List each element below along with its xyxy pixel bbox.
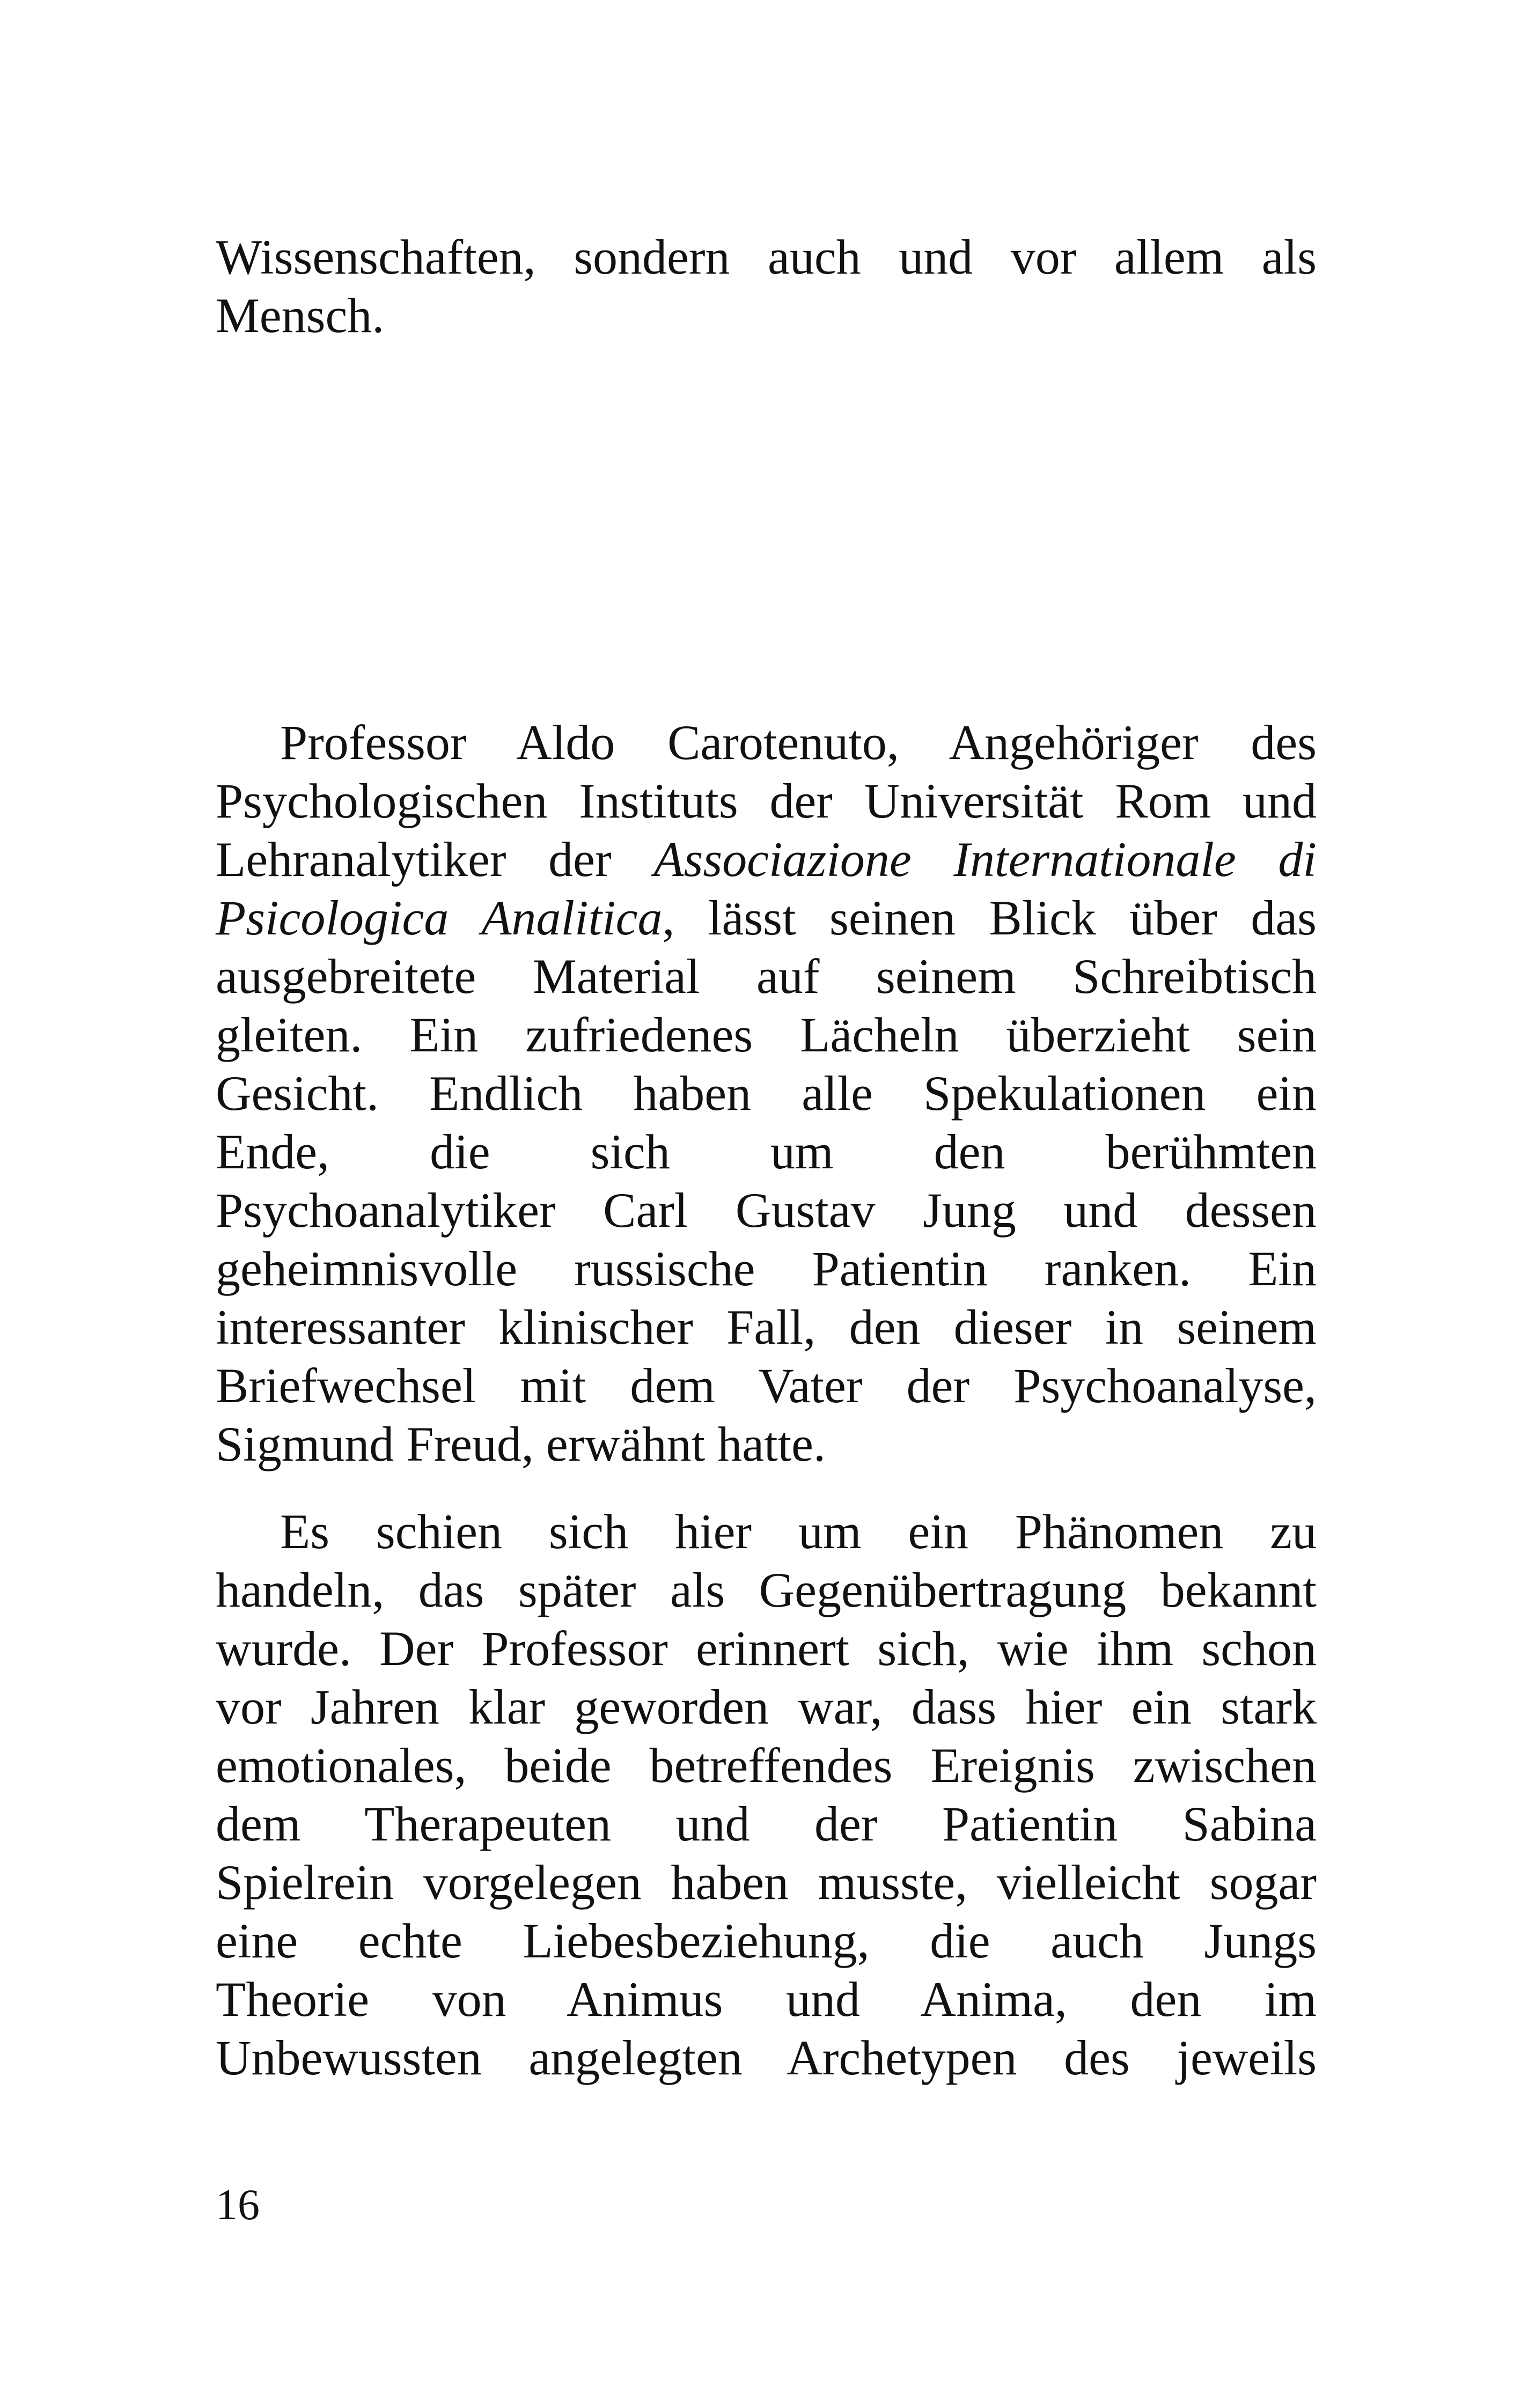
text-line: eine echte Liebesbeziehung, die auch Jungs [216, 1913, 1317, 1968]
text-fragment: , lässt seinen Blick über das [662, 890, 1317, 945]
text-line: Sigmund Freud, erwähnt hatte. [216, 1417, 826, 1471]
text-line: Ende, die sich um den berühmten [216, 1124, 1317, 1179]
paragraph-continuation [216, 228, 1317, 345]
italic-association-name: Associazione Internationale di [653, 832, 1317, 887]
text-line: geheimnisvolle russische Patientin ranken. Ein [216, 1241, 1317, 1296]
text-line: Psychoanalytiker Carl Gustav Jung und dessen [216, 1183, 1317, 1238]
text-line: Psychologischen Instituts der Universität Rom und [216, 774, 1317, 828]
text-fragment: Lehranalytiker der [216, 832, 654, 887]
text-line: gleiten. Ein zufriedenes Lächeln überzieht sein [216, 1007, 1317, 1062]
text-line: interessanter klinischer Fall, den dieser in seinem [216, 1300, 1317, 1354]
text-line: Briefwechsel mit dem Vater der Psychoanalyse, [216, 1358, 1317, 1413]
text-line: Gesicht. Endlich haben alle Spekulationen ein [216, 1066, 1317, 1121]
paragraph-carotenuto [216, 713, 1317, 1474]
page-number: 16 [216, 2180, 260, 2229]
paragraph-phenomenon [216, 1503, 1317, 2087]
text-line: handeln, das später als Gegenübertragung bekannt [216, 1563, 1317, 1617]
text-line: Mensch. [216, 288, 385, 343]
text-line [216, 830, 1317, 889]
text-line: ausgebreitete Material auf seinem Schreibtisch [216, 949, 1317, 1004]
text-line: Spielrein vorgelegen haben musste, vielleicht sogar [216, 1855, 1317, 1910]
text-line: wurde. Der Professor erinnert sich, wie ihm schon [216, 1621, 1317, 1676]
text-line: vor Jahren klar geworden war, dass hier ein stark [216, 1680, 1317, 1734]
text-line: Theorie von Animus und Anima, den im [216, 1972, 1317, 2027]
text-line [216, 889, 1317, 947]
italic-association-name-cont: Psicologica Analitica [216, 890, 663, 945]
text-line: emotionales, beide betreffendes Ereignis zwischen [216, 1738, 1317, 1793]
text-line: Unbewussten angelegten Archetypen des jeweils [216, 2030, 1317, 2085]
text-line: Wissenschaften, sondern auch und vor allem als [216, 230, 1317, 284]
text-line: Professor Aldo Carotenuto, Angehöriger des [280, 715, 1317, 770]
text-line: dem Therapeuten und der Patientin Sabina [216, 1796, 1317, 1851]
text-line: Es schien sich hier um ein Phänomen zu [280, 1504, 1317, 1559]
